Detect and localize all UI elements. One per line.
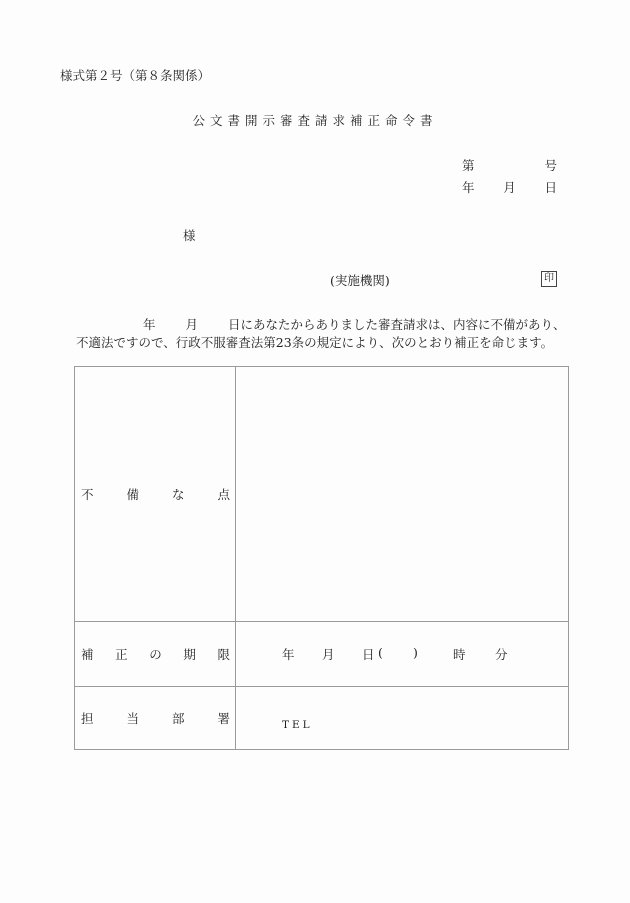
table-row-deficiency xyxy=(75,367,569,622)
body-month: 月 xyxy=(185,317,199,332)
addressee-suffix: 様 xyxy=(183,228,196,243)
deadline-label: 補 正 の 期 限 xyxy=(75,622,236,687)
body-year: 年 xyxy=(143,317,156,332)
body-line-1-text: 日にあなたからありました審査請求は、内容に不備があり、 xyxy=(228,317,566,332)
document-number-prefix: 第 xyxy=(462,158,475,173)
deficiency-label: 不 備 な 点 xyxy=(75,367,236,622)
document-title: 公文書開示審査請求補正命令書 xyxy=(192,113,438,128)
issuing-agency-label: (実施機関) xyxy=(330,273,390,288)
date-month: 月 xyxy=(503,180,516,195)
table-row-deadline xyxy=(75,622,569,687)
date-year: 年 xyxy=(462,180,475,195)
correction-table xyxy=(74,366,569,750)
body-line-2: 不適法ですので、行政不服審査法第23条の規定により、次のとおり補正を命じます。 xyxy=(76,335,554,350)
tel-label: TEL xyxy=(282,719,313,731)
date-day: 日 xyxy=(544,180,557,195)
table-row-department xyxy=(75,687,569,750)
deficiency-field[interactable] xyxy=(236,367,569,622)
issue-date xyxy=(462,178,557,196)
document-number xyxy=(462,156,557,174)
department-field[interactable] xyxy=(236,687,569,750)
seal-icon: 印 xyxy=(541,271,557,287)
document-number-suffix: 号 xyxy=(544,158,557,173)
body-line-1 xyxy=(143,315,566,333)
form-number: 様式第２号（第８条関係） xyxy=(60,68,211,83)
deadline-field[interactable]: 年 月 日 ( ) 時 分 xyxy=(236,622,569,687)
department-label: 担 当 部 署 xyxy=(75,687,236,750)
